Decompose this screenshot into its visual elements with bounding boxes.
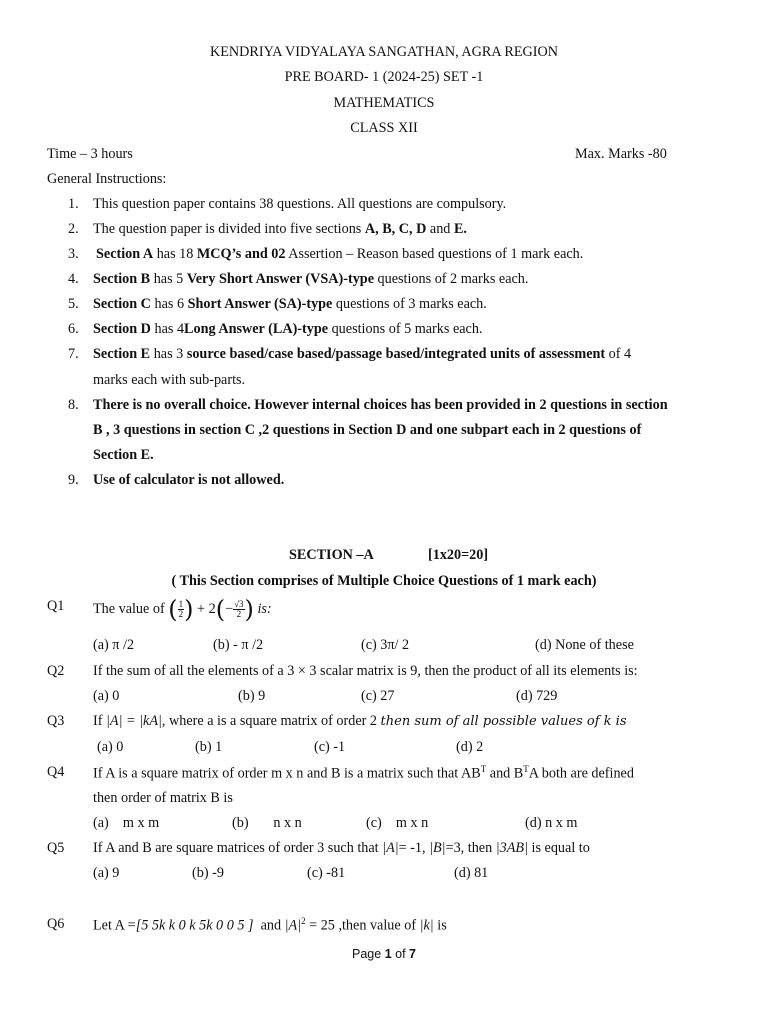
option: (d) n x m — [525, 815, 578, 831]
instructions-heading: General Instructions: — [47, 171, 167, 187]
subject: MATHEMATICS — [333, 95, 435, 111]
max-marks: Max. Marks -80 — [575, 146, 667, 162]
option: (c) -81 — [307, 865, 346, 881]
option: (d) 729 — [516, 688, 558, 704]
option: (d) None of these — [535, 637, 634, 653]
option: (b) -9 — [192, 865, 224, 881]
option: (b) n x n — [232, 815, 302, 831]
option: (c) 3π/ 2 — [361, 637, 410, 653]
section-marks: [1x20=20] — [428, 547, 489, 563]
org-name: KENDRIYA VIDYALAYA SANGATHAN, AGRA REGION — [209, 44, 558, 60]
exam-title: PRE BOARD- 1 (2024-25) SET -1 — [284, 69, 484, 85]
option: (c) -1 — [314, 739, 346, 755]
time-label: Time – 3 hours — [47, 146, 133, 162]
option: (b) 9 — [238, 688, 266, 704]
option: (b) 1 — [195, 739, 223, 755]
option: (a) 0 — [97, 739, 124, 755]
option: (a) m x m — [93, 815, 160, 831]
option: (b) - π /2 — [213, 637, 264, 653]
option: (a) π /2 — [93, 637, 135, 653]
option: (a) 9 — [93, 865, 120, 881]
option: (d) 81 — [454, 865, 489, 881]
option: (a) 0 — [93, 688, 120, 704]
section-subtitle: ( This Section comprises of Multiple Choice Questions of 1 mark each) — [171, 573, 597, 589]
option: (c) m x n — [366, 815, 429, 831]
class-label: CLASS XII — [350, 120, 418, 136]
page-footer: Page 1 of 7 — [352, 947, 416, 961]
option: (d) 2 — [456, 739, 484, 755]
section-title: SECTION –A — [289, 547, 374, 563]
option: (c) 27 — [361, 688, 395, 704]
